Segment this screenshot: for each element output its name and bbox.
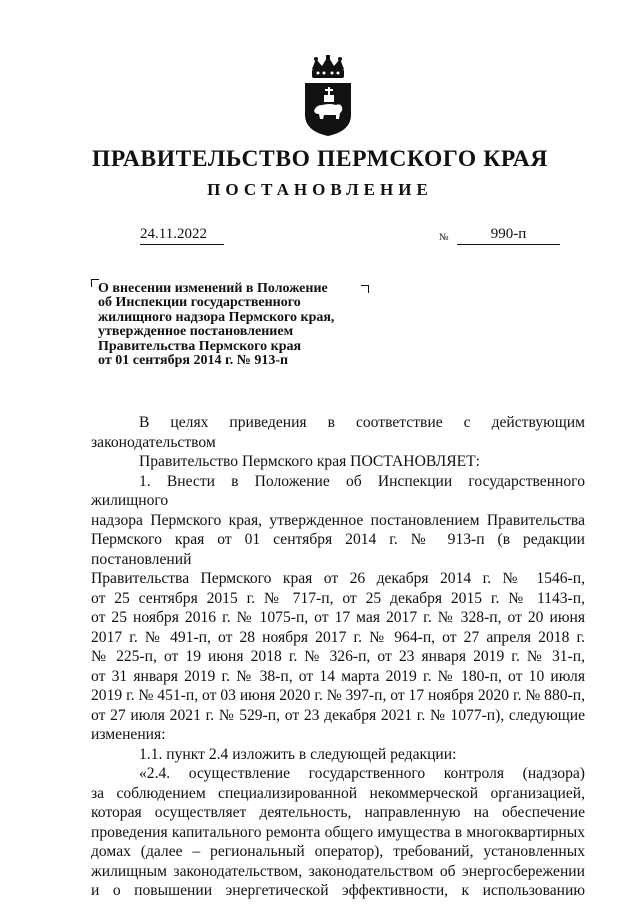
item24-line: и о повышении энергетической эффективности, к использованию — [91, 882, 585, 899]
title-line: об Инспекции государственного — [98, 295, 301, 311]
item1-line: № 225-п, от 19 июня 2018 г. № 326-п, от 23 января 2019 г. № 31-п, — [91, 648, 585, 665]
item1-line: изменения: — [91, 726, 166, 743]
document-body — [91, 413, 585, 901]
document-title — [98, 282, 388, 368]
title-line: жилищного надзора Пермского края, — [98, 309, 335, 325]
item11-line: 1.1. пункт 2.4 изложить в следующей редакции: — [139, 745, 457, 763]
item1-line: надзора Пермского края, утвержденное постановлением Правительства — [91, 511, 585, 529]
item1-line: Пермского края от 01 сентября 2014 г. № 913-п (в редакции постановлений — [91, 531, 585, 568]
item1-line: от 31 января 2019 г. № 38-п, от 14 марта 2019 г. № 180-п, от 10 июля — [91, 667, 585, 685]
item24-line: которая осуществляет деятельность, направленную на обеспечение — [91, 804, 585, 821]
item24-line: за соблюдением специализированной некоммерческой организацией, — [91, 784, 585, 802]
title-line: от 01 сентября 2014 г. № 913-п — [98, 353, 289, 369]
item1-line: от 25 сентября 2015 г. № 717-п, от 25 декабря 2015 г. № 1143-п, — [91, 589, 585, 607]
item1-line: 2019 г. № 451-п, от 03 июня 2020 г. № 397-п, от 17 ноября 2020 г. № 880-п, — [91, 687, 585, 704]
item24-line: жилищным законодательством, законодательством об энергосбережении — [91, 862, 585, 880]
item1-line: от 25 ноября 2016 г. № 1075-п, от 17 мая 2017 г. № 328-п, от 20 июня — [91, 609, 585, 626]
number-label: № — [439, 232, 449, 243]
item1-line: 2017 г. № 491-п, от 28 ноября 2017 г. № 964-п, от 27 апреля 2018 г. — [91, 628, 585, 646]
item24-line: проведения капитального ремонта общего имущества в многоквартирных — [91, 823, 585, 841]
title-line: О внесении изменений в Положение — [98, 281, 328, 296]
document-date: 24.11.2022 — [140, 226, 224, 245]
intro-line: В целях приведения в соответствие с действующим — [139, 414, 585, 431]
document-type: ПОСТАНОВЛЕНИЕ — [207, 180, 433, 199]
organization-name: ПРАВИТЕЛЬСТВО ПЕРМСКОГО КРАЯ — [92, 146, 548, 172]
item24-line: «2.4. осуществление государственного контроля (надзора) — [139, 765, 585, 782]
item24-line: домах (далее – региональный оператор), требований, установленных — [91, 843, 585, 860]
item1-line: Правительства Пермского края от 26 декабря 2014 г. № 1546-п, — [91, 570, 585, 587]
document-number: 990-п — [457, 226, 560, 245]
item1-line: 1. Внести в Положение об Инспекции государственного жилищного — [91, 472, 585, 509]
title-line: Правительства Пермского края — [98, 338, 302, 354]
item1-line: от 27 июля 2021 г. № 529-п, от 23 декабря 2021 г. № 1077-п), следующие — [91, 706, 585, 724]
intro-line: законодательством — [91, 433, 216, 451]
title-line: утвержденное постановлением — [98, 324, 294, 340]
decree-line: Правительство Пермского края ПОСТАНОВЛЯЕТ: — [139, 453, 480, 470]
coat-of-arms-icon — [302, 55, 354, 137]
